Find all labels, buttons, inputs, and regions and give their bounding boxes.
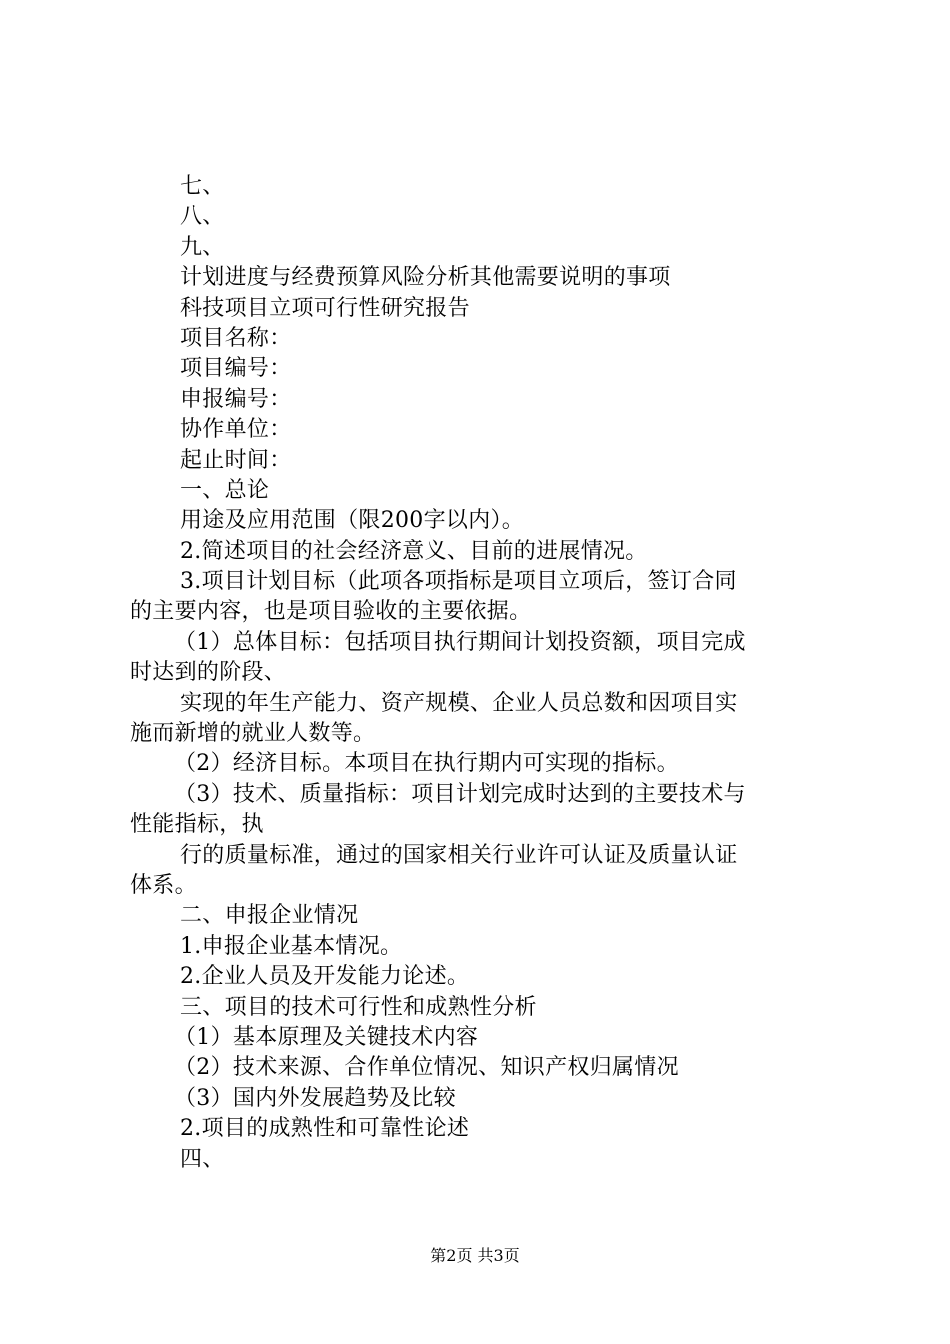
text-line: 的主要内容，也是项目验收的主要依据。: [130, 599, 532, 625]
text-line: 2.简述项目的社会经济意义、目前的进展情况。: [180, 538, 648, 564]
text-line: （3）国内外发展趋势及比较: [174, 1085, 456, 1111]
section-heading: 三、项目的技术可行性和成熟性分析: [180, 994, 537, 1020]
project-name-label: 项目名称：: [180, 325, 292, 351]
text-line: 计划进度与经费预算风险分析其他需要说明的事项: [180, 265, 671, 291]
section-heading: 一、总论: [180, 477, 270, 503]
text-line: （1）基本原理及关键技术内容: [174, 1024, 479, 1050]
text-line: 九、: [180, 234, 225, 260]
text-line: 1.申报企业基本情况。: [180, 933, 403, 959]
document-body: [130, 172, 832, 1175]
text-line: 性能指标，执: [130, 812, 264, 838]
project-number-label: 项目编号：: [180, 356, 292, 382]
section-heading: 二、申报企业情况: [180, 903, 359, 929]
text-line: 2.企业人员及开发能力论述。: [180, 964, 470, 990]
text-line: （3）技术、质量指标：项目计划完成时达到的主要技术与: [174, 781, 746, 807]
partner-unit-label: 协作单位：: [180, 417, 292, 443]
text-line: （2）经济目标。本项目在执行期内可实现的指标。: [174, 751, 679, 777]
text-line: 实现的年生产能力、资产规模、企业人员总数和因项目实: [180, 690, 738, 716]
text-line: 时达到的阶段、: [130, 660, 287, 686]
page-number-footer: 第2页 共3页: [430, 1246, 520, 1265]
text-line: 七、: [180, 174, 225, 199]
text-line: （1）总体目标：包括项目执行期间计划投资额，项目完成: [174, 629, 746, 655]
text-line: 用途及应用范围（限200字以内）。: [180, 508, 525, 534]
text-line: 2.项目的成熟性和可靠性论述: [180, 1116, 470, 1142]
text-line: 体系。: [130, 872, 197, 898]
text-line: 行的质量标准，通过的国家相关行业许可认证及质量认证: [180, 842, 738, 868]
period-label: 起止时间：: [180, 447, 292, 473]
application-number-label: 申报编号：: [180, 386, 292, 412]
text-line: 3.项目计划目标（此项各项指标是项目立项后，签订合同: [180, 569, 737, 595]
text-line: （2）技术来源、合作单位情况、知识产权归属情况: [174, 1055, 679, 1081]
text-line: 施而新增的就业人数等。: [130, 721, 376, 747]
report-title: 科技项目立项可行性研究报告: [180, 295, 470, 321]
text-line: 八、: [180, 204, 225, 230]
section-heading: 四、: [180, 1146, 225, 1172]
